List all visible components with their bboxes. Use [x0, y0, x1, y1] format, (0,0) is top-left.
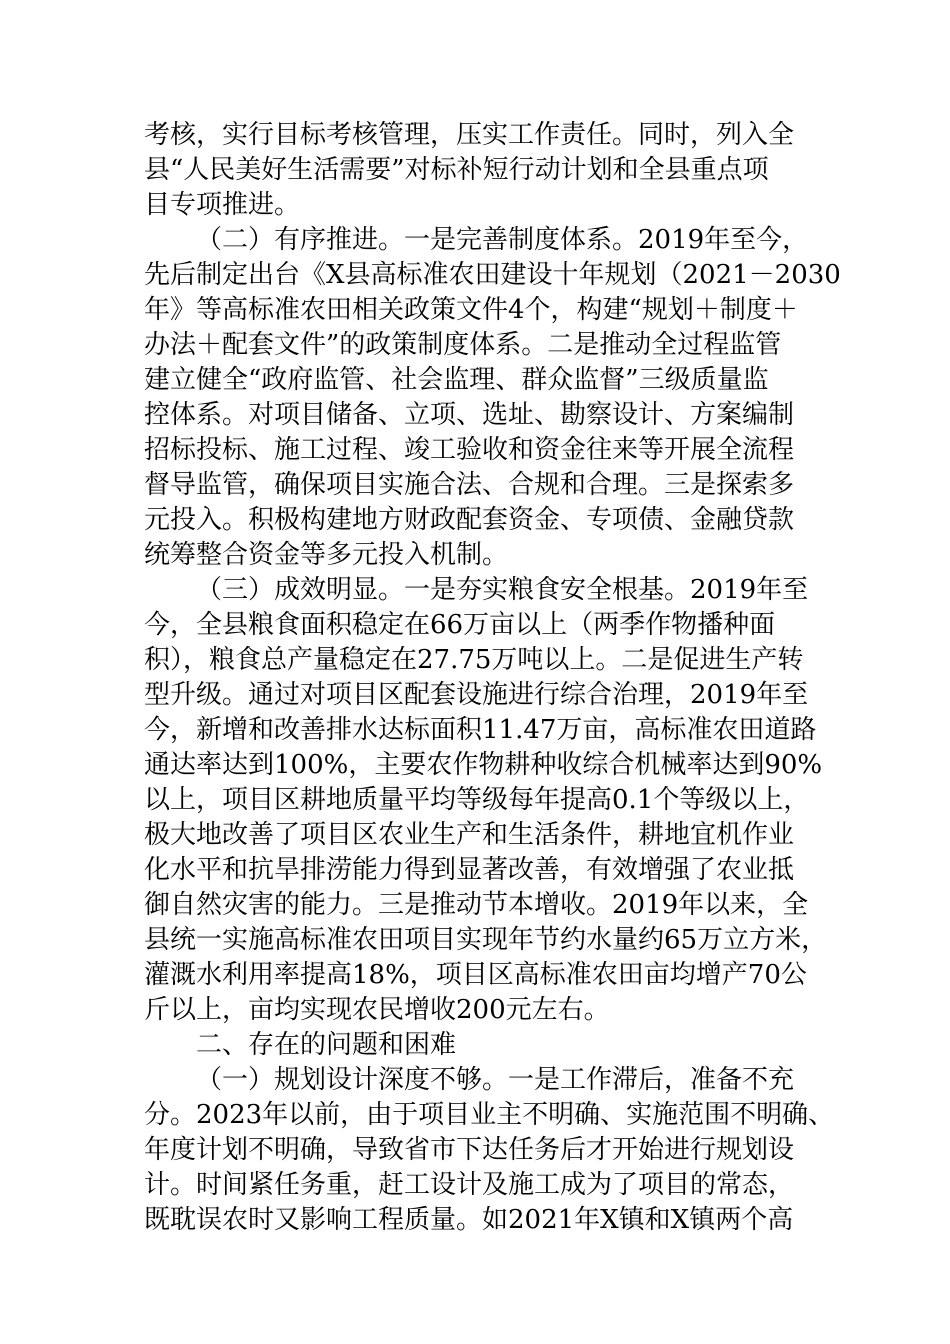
paragraph-start-line: （一）规划设计深度不够。一是工作滞后，准备不充	[196, 1065, 795, 1095]
text-line: 通达率达到100%，主要农作物耕种收综合机械率达到90%	[144, 750, 823, 780]
text-line: 县统一实施高标准农田项目实现年节约水量约65万立方米，	[144, 925, 828, 955]
text-line: 今，新增和改善排水达标面积11.47万亩，高标准农田道路	[144, 715, 817, 745]
text-line: 既耽误农时又影响工程质量。如2021年X镇和X镇两个高	[144, 1205, 794, 1235]
text-line: 先后制定出台《X县高标准农田建设十年规划（2021－2030	[144, 260, 841, 290]
text-line: 办法＋配套文件”的政策制度体系。二是推动全过程监管	[144, 330, 782, 360]
text-line: 目专项推进。	[144, 190, 301, 220]
text-line: 以上，项目区耕地质量平均等级每年提高0.1个等级以上，	[144, 785, 810, 815]
text-line: 控体系。对项目储备、立项、选址、勘察设计、方案编制	[144, 400, 795, 430]
text-line: 今，全县粮食面积稳定在66万亩以上（两季作物播种面	[144, 610, 776, 640]
paragraph-start-line: （三）成效明显。一是夯实粮食安全根基。2019年至	[196, 575, 809, 605]
text-line: 计。时间紧任务重，赶工设计及施工成为了项目的常态，	[144, 1170, 795, 1200]
text-line: 考核，实行目标考核管理，压实工作责任。同时，列入全	[144, 120, 795, 150]
text-line: 积），粮食总产量稳定在27.75万吨以上。二是促进生产转	[144, 645, 804, 675]
text-line: 御自然灾害的能力。三是推动节本增收。2019年以来，全	[144, 890, 809, 920]
text-line: 元投入。积极构建地方财政配套资金、专项债、金融贷款	[144, 505, 795, 535]
paragraph-start-line: （二）有序推进。一是完善制度体系。2019年至今，	[196, 225, 809, 255]
text-line: 年》等高标准农田相关政策文件4个，构建“规划＋制度＋	[144, 295, 798, 325]
text-line: 型升级。通过对项目区配套设施进行综合治理，2019年至	[144, 680, 809, 710]
text-line: 年度计划不明确，导致省市下达任务后才开始进行规划设	[144, 1135, 795, 1165]
text-line: 县“人民美好生活需要”对标补短行动计划和全县重点项	[144, 155, 769, 185]
text-line: 招标投标、施工过程、竣工验收和资金往来等开展全流程	[144, 435, 795, 465]
text-line: 督导监管，确保项目实施合法、合规和合理。三是探索多	[144, 470, 795, 500]
text-line: 化水平和抗旱排涝能力得到显著改善，有效增强了农业抵	[144, 855, 795, 885]
text-line: 统筹整合资金等多元投入机制。	[144, 540, 509, 570]
text-line: 分。2023年以前，由于项目业主不明确、实施范围不明确、	[144, 1100, 835, 1130]
text-line: 建立健全“政府监管、社会监理、群众监督”三级质量监	[144, 365, 769, 395]
text-line: 灌溉水利用率提高18%，项目区高标准农田亩均增产70公	[144, 960, 807, 990]
text-line: 斤以上，亩均实现农民增收200元左右。	[144, 995, 610, 1025]
section-heading: 二、存在的问题和困难	[196, 1030, 457, 1060]
text-line: 极大地改善了项目区农业生产和生活条件，耕地宜机作业	[144, 820, 795, 850]
